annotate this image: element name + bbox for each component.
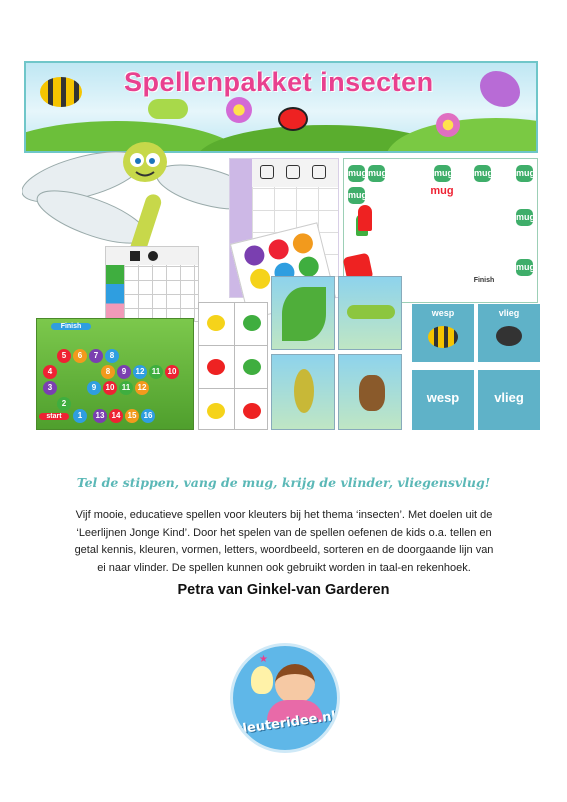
mug-tile: mug xyxy=(516,209,533,226)
board-number: 5 xyxy=(57,349,71,363)
board-number: 10 xyxy=(103,381,117,395)
board-number: 9 xyxy=(117,365,131,379)
start-label: start xyxy=(39,413,69,420)
dice-icon xyxy=(286,165,300,179)
description-paragraph: Vijf mooie, educatieve spellen voor kleuters bij het thema ‘insecten’. Met doelen uit de ‘Leerlijnen Jonge Kind’. Door het spelen van de spellen oefenen de kids o.a. tellen en getal kennis, kleuren, vormen, letters, woordbeeld, sorteren en de doorgaande lijn van ei naar vlinder. De spellen kunnen ook gebruikt worden in taal-en rekenhoek. xyxy=(74,509,494,574)
star-icon: ★ xyxy=(259,654,268,665)
banner-title: Spellenpakket insecten xyxy=(124,67,434,97)
board-number: 13 xyxy=(93,409,107,423)
mug-tile: mug xyxy=(516,165,533,182)
ladybug-icon xyxy=(207,403,225,419)
ladybug-sorting-cards xyxy=(198,302,268,430)
lifecycle-card xyxy=(271,354,335,430)
mug-tile: mug xyxy=(516,259,533,276)
caterpillar-illustration xyxy=(148,99,188,119)
flowers-illustration xyxy=(436,113,460,137)
logo-text: kleuteridee.nl xyxy=(233,708,337,739)
board-number: 10 xyxy=(165,365,179,379)
ladybug-icon xyxy=(207,359,225,375)
fly-icon xyxy=(496,326,522,346)
boy-illustration xyxy=(406,207,476,302)
board-number: 9 xyxy=(87,381,101,395)
board-number: 4 xyxy=(43,365,57,379)
child-avatar xyxy=(275,664,315,704)
board-number: 8 xyxy=(101,365,115,379)
mug-tile: mug xyxy=(348,165,365,182)
mug-tile: mug xyxy=(434,165,451,182)
fly-word-card: vlieg xyxy=(494,390,524,405)
board-number: 14 xyxy=(109,409,123,423)
caterpillar-illustration xyxy=(347,305,395,319)
game-pawn xyxy=(358,205,372,231)
leaf-illustration xyxy=(282,287,326,341)
board-number: 1 xyxy=(73,409,87,423)
butterfly-illustration xyxy=(480,71,520,107)
mug-word: mug xyxy=(430,185,454,197)
wasp-word-card: wesp xyxy=(426,390,460,405)
finish-label: Finish xyxy=(473,277,495,284)
dice-icon xyxy=(312,165,326,179)
board-number: 12 xyxy=(135,381,149,395)
tagline: Tel de stippen, vang de mug, krijg de vlinder, vliegensvlug! xyxy=(76,475,491,490)
board-number: 12 xyxy=(133,365,147,379)
lightbulb-icon xyxy=(251,666,273,694)
lifecycle-card xyxy=(338,276,402,350)
board-number: 11 xyxy=(119,381,133,395)
mug-tile: mug xyxy=(368,165,385,182)
insect-word-cards xyxy=(412,304,540,430)
flowers-illustration xyxy=(226,97,252,123)
board-number: 2 xyxy=(57,397,71,411)
ladybug-illustration xyxy=(278,107,308,131)
board-number: 15 xyxy=(125,409,139,423)
author-name: Petra van Ginkel-van Garderen xyxy=(177,582,390,598)
wasp-icon xyxy=(428,326,458,348)
board-number: 3 xyxy=(43,381,57,395)
ladybug-icon xyxy=(243,315,261,331)
dice-icon xyxy=(260,165,274,179)
mug-tile: mug xyxy=(348,187,365,204)
bee-illustration xyxy=(40,77,82,107)
moth-illustration xyxy=(359,375,385,411)
ladybug-icon xyxy=(243,403,261,419)
ladybug-icon xyxy=(243,359,261,375)
ladybug-icon xyxy=(207,315,225,331)
kleuteridee-logo xyxy=(230,643,340,753)
board-number: 6 xyxy=(73,349,87,363)
board-number: 8 xyxy=(105,349,119,363)
lifecycle-card xyxy=(271,276,335,350)
board-number: 16 xyxy=(141,409,155,423)
fly-label: vlieg xyxy=(498,308,520,318)
shapes-color-grid xyxy=(105,246,199,322)
wasp-label: wesp xyxy=(431,308,455,318)
mug-tile: mug xyxy=(474,165,491,182)
lifecycle-card xyxy=(338,354,402,430)
board-number: 7 xyxy=(89,349,103,363)
board-number: 11 xyxy=(149,365,163,379)
finish-label: Finish xyxy=(51,323,91,330)
number-board-game xyxy=(36,318,194,430)
cocoon-illustration xyxy=(294,369,314,413)
